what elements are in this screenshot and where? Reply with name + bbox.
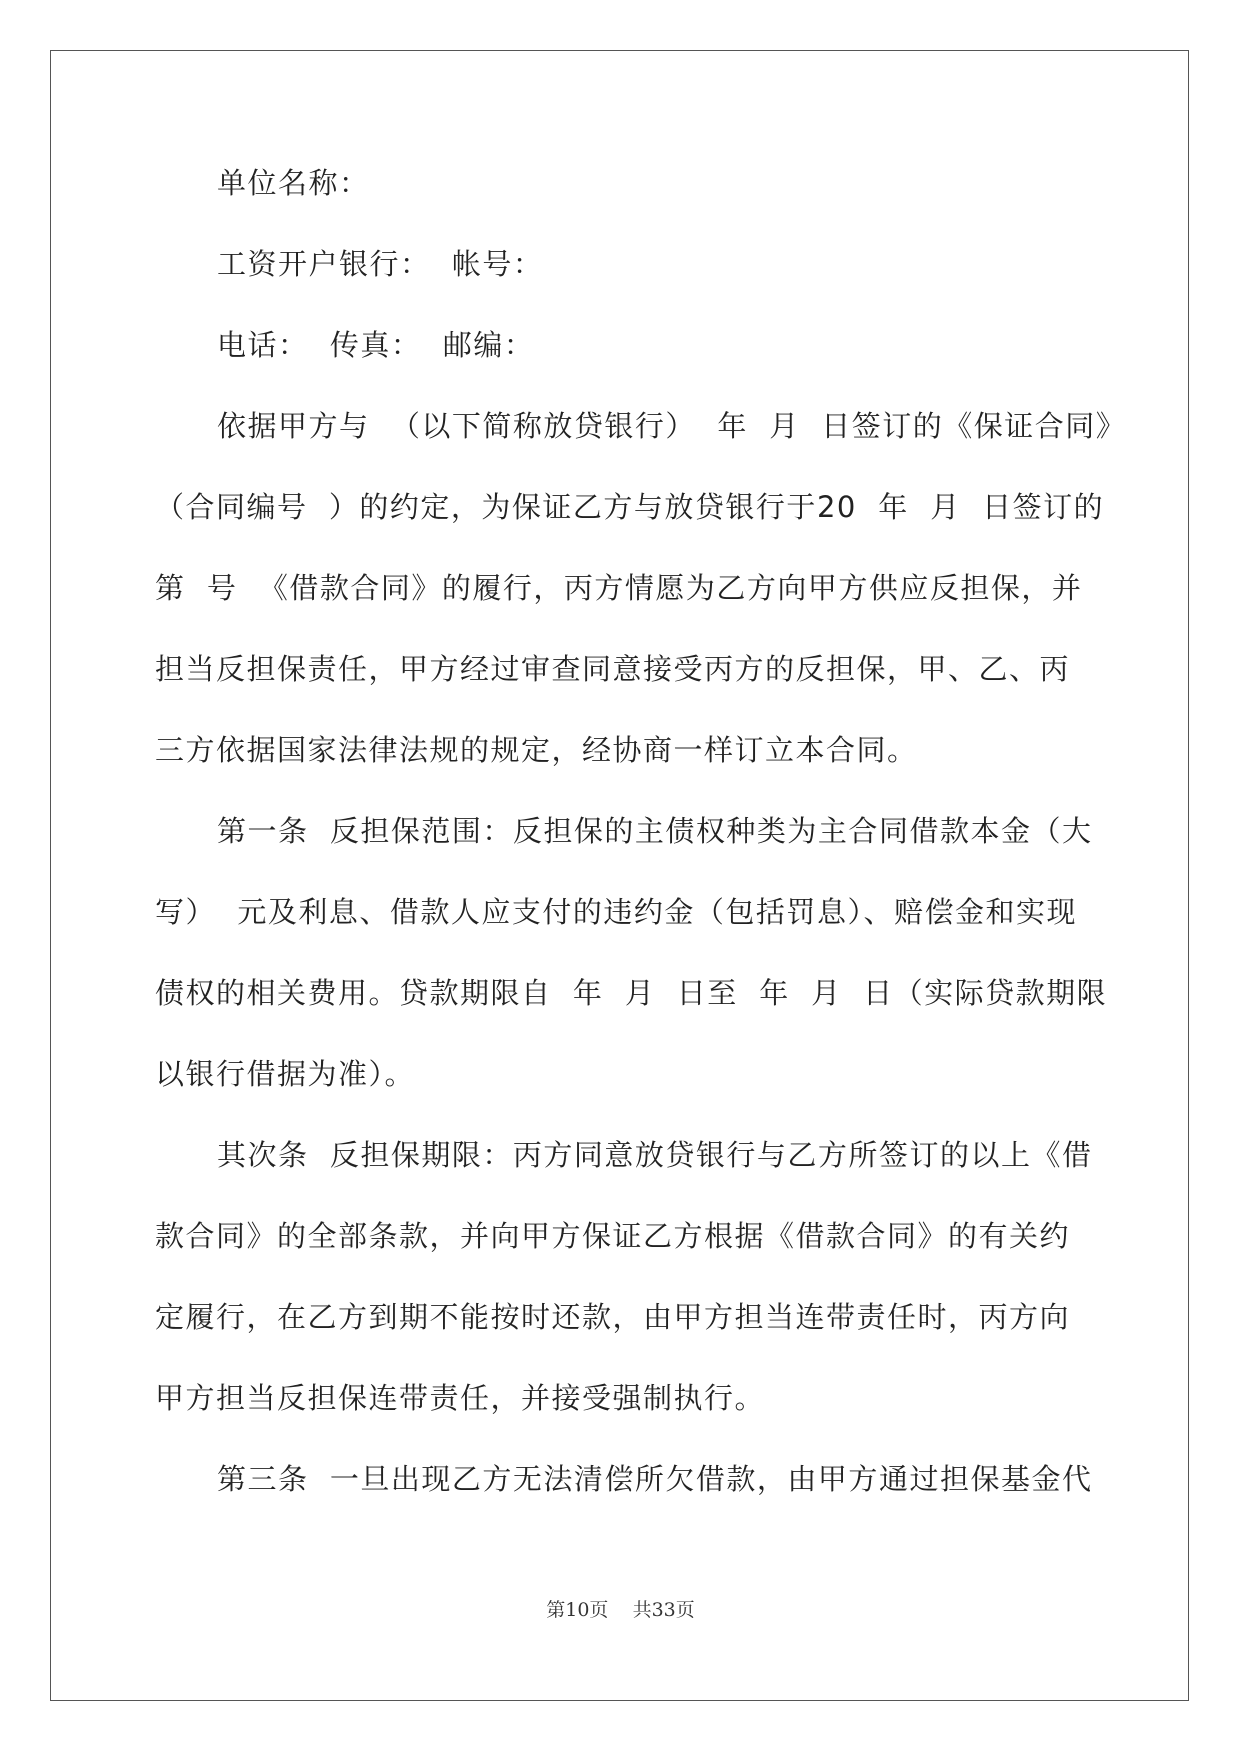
text-line: （合同编号 ）的约定，为保证乙方与放贷银行于20 年 月 日签订的: [155, 490, 1105, 524]
text-line: 写） 元及利息、借款人应支付的违约金（包括罚息）、赔偿金和实现: [155, 895, 1077, 929]
text-line: 电话： 传真： 邮编：: [217, 328, 535, 362]
text-line: 款合同》的全部条款，并向甲方保证乙方根据《借款合同》的有关约: [155, 1219, 1071, 1253]
text-line: 甲方担当反担保连带责任，并接受强制执行。: [155, 1381, 766, 1415]
text-line: 定履行，在乙方到期不能按时还款，由甲方担当连带责任时，丙方向: [155, 1300, 1071, 1334]
text-line: 三方依据国家法律法规的规定，经协商一样订立本合同。: [155, 733, 918, 767]
text-line: 以银行借据为准）。: [155, 1057, 416, 1091]
text-line: 第三条 一旦出现乙方无法清偿所欠借款，由甲方通过担保基金代: [217, 1462, 1093, 1496]
page-border: [50, 50, 1189, 1701]
text-line: 担当反担保责任，甲方经过审查同意接受丙方的反担保，甲、乙、丙: [155, 652, 1071, 686]
text-line: 单位名称：: [217, 166, 370, 200]
text-line: 依据甲方与 （以下简称放贷银行） 年 月 日签订的《保证合同》: [217, 409, 1127, 443]
text-line: 第一条 反担保范围：反担保的主债权种类为主合同借款本金（大: [217, 814, 1093, 848]
text-line: 债权的相关费用。贷款期限自 年 月 日至 年 月 日（实际贷款期限: [155, 976, 1108, 1010]
text-line: 其次条 反担保期限：丙方同意放贷银行与乙方所签订的以上《借: [217, 1138, 1093, 1172]
page-number-footer: 第10页 共33页: [546, 1599, 695, 1621]
text-line: 工资开户银行： 帐号：: [217, 247, 544, 281]
text-line: 第 号 《借款合同》的履行，丙方情愿为乙方向甲方供应反担保，并: [155, 571, 1083, 605]
